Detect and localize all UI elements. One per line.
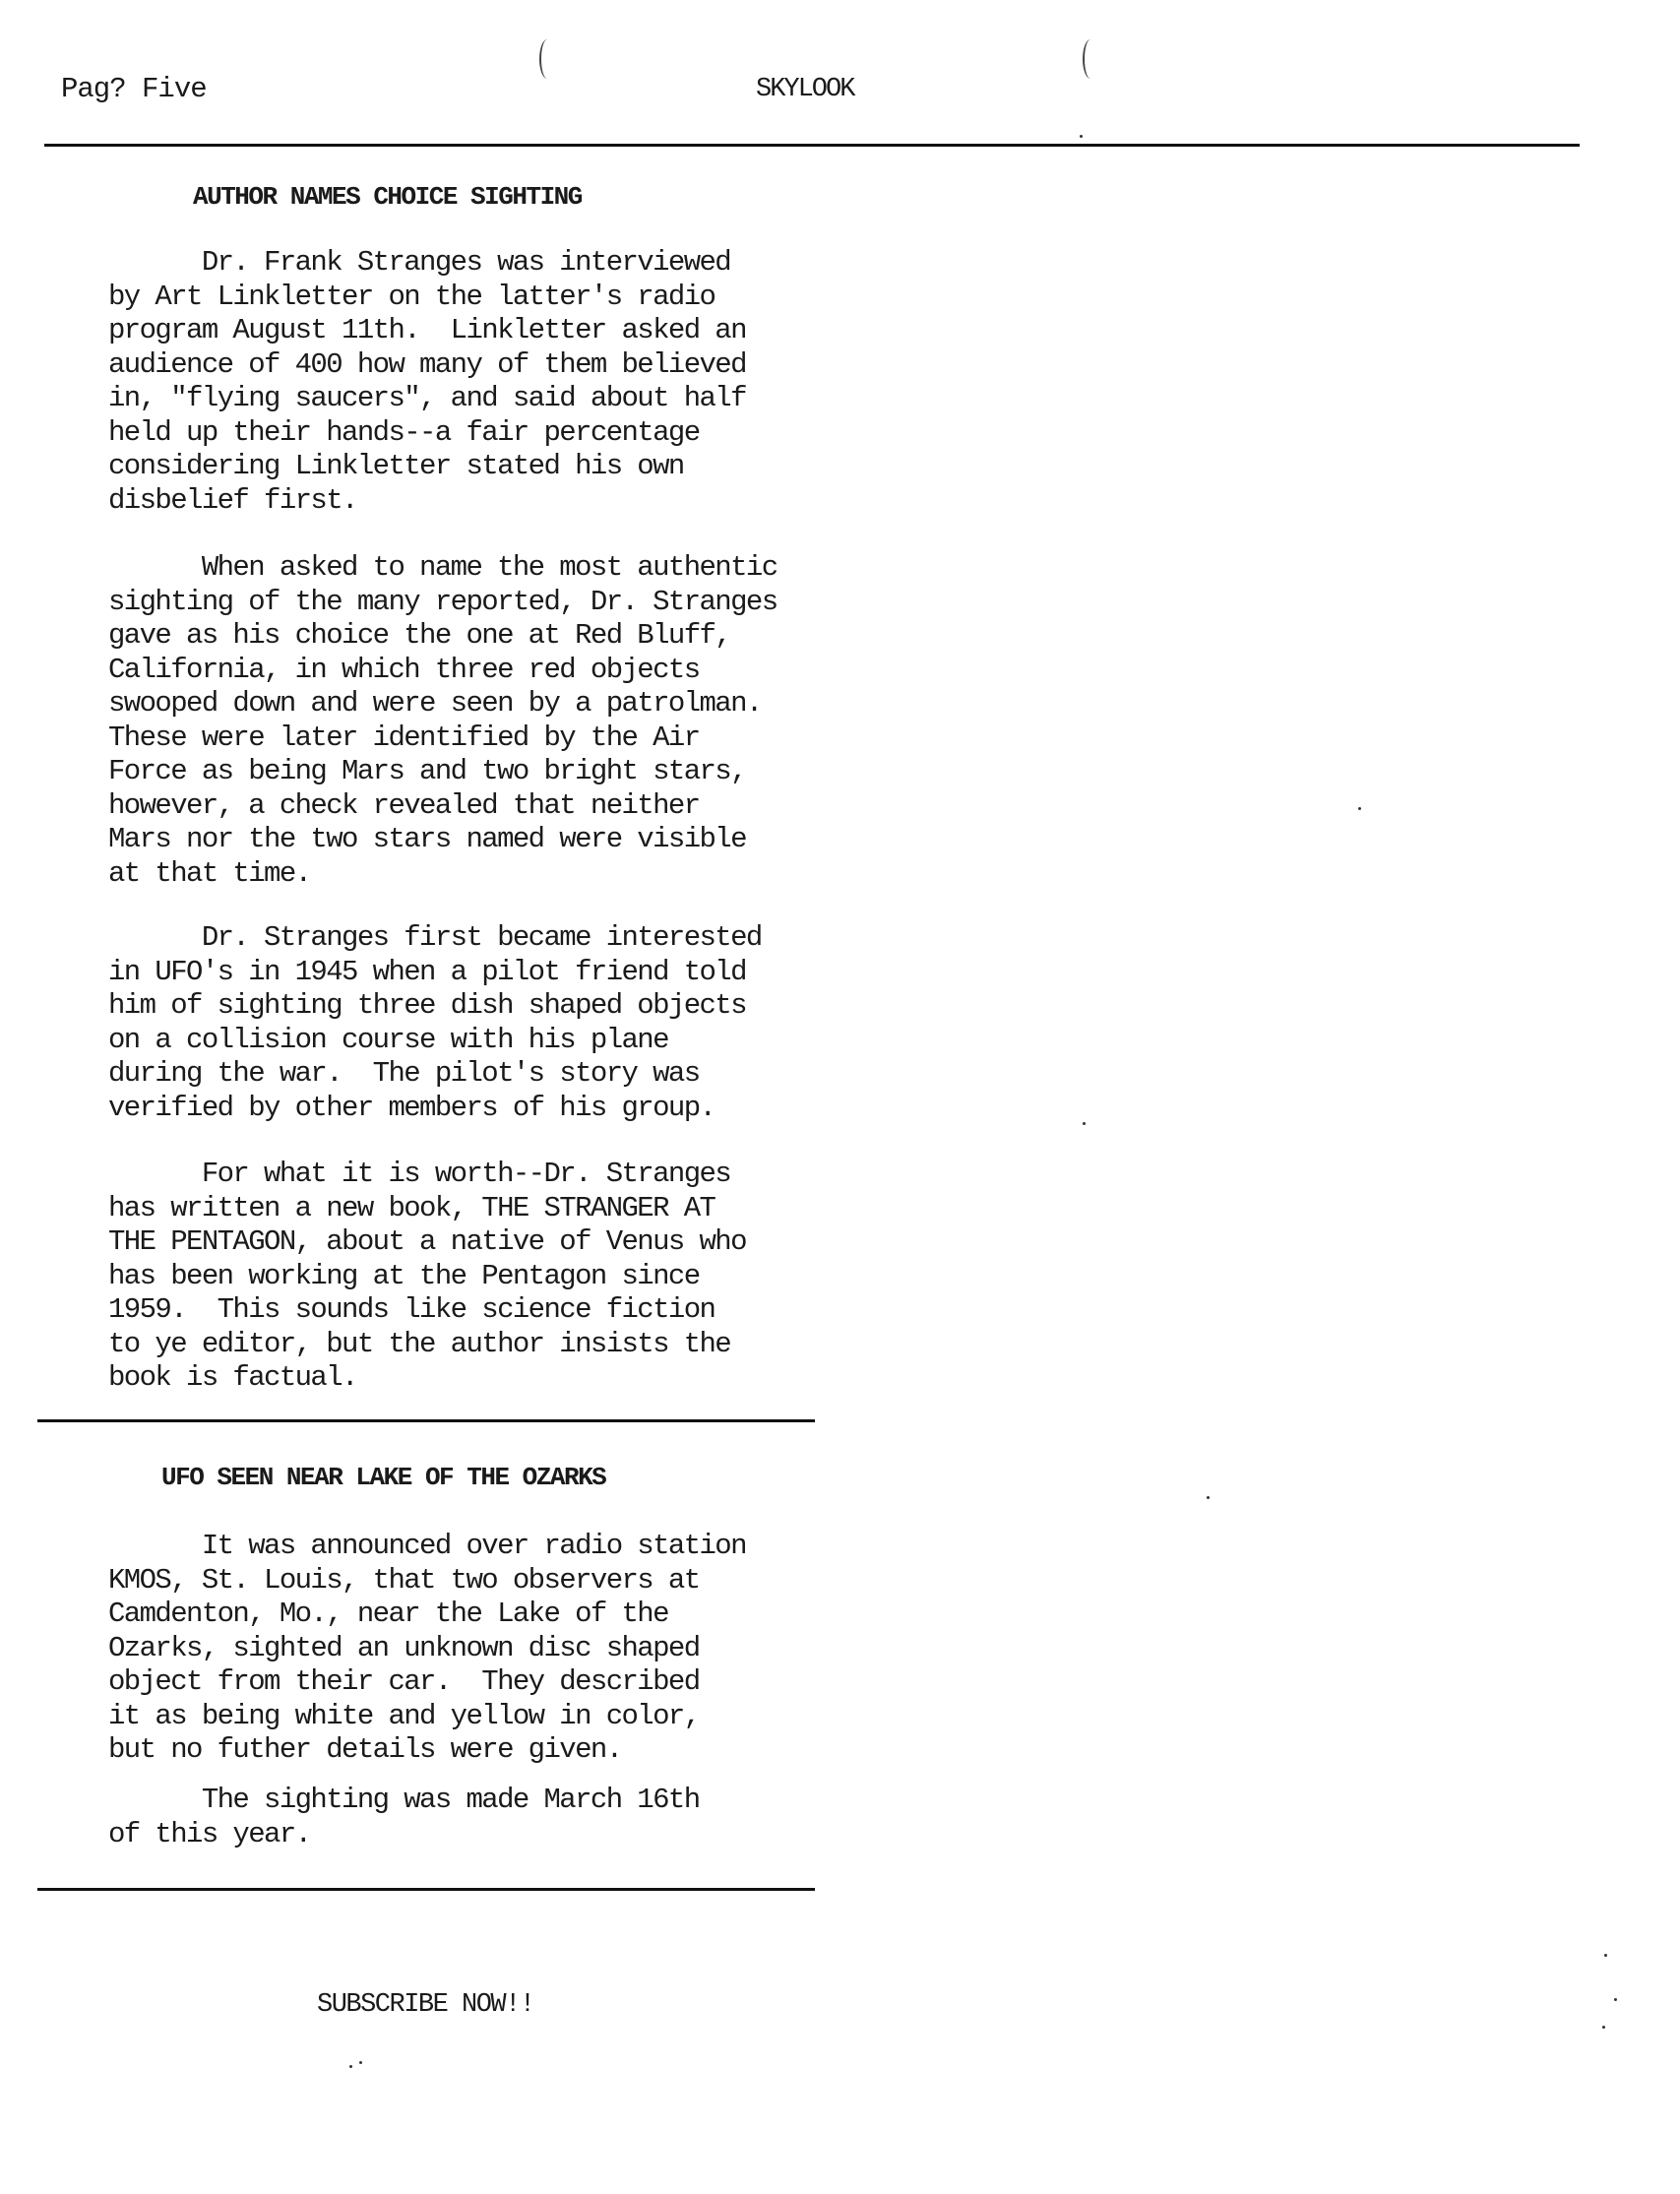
text-line: it as being white and yellow in color, xyxy=(108,1699,700,1732)
publication-title: SKYLOOK xyxy=(756,75,854,104)
text-line: object from their car. They described xyxy=(108,1665,700,1698)
text-line: book is factual. xyxy=(108,1361,357,1394)
subscribe-call-to-action: SUBSCRIBE NOW!! xyxy=(317,1990,534,2020)
text-line: It was announced over radio station xyxy=(108,1530,746,1562)
text-line: For what it is worth--Dr. Stranges xyxy=(108,1158,731,1190)
text-line: Dr. Frank Stranges was interviewed xyxy=(108,246,731,279)
scan-speck xyxy=(1602,2026,1605,2029)
article-paragraph xyxy=(108,1784,700,1851)
header-divider xyxy=(44,144,1580,147)
text-line: Camdenton, Mo., near the Lake of the xyxy=(108,1598,668,1630)
article-paragraph xyxy=(108,1530,746,1768)
scan-speck xyxy=(349,2065,352,2068)
article-paragraph xyxy=(108,551,778,891)
text-line: has written a new book, THE STRANGER AT xyxy=(108,1191,716,1224)
text-line: him of sighting three dish shaped objects xyxy=(108,989,746,1022)
text-line: When asked to name the most authentic xyxy=(108,551,778,584)
text-line: disbelief first. xyxy=(108,483,357,517)
text-line: has been working at the Pentagon since xyxy=(108,1259,700,1292)
scan-speck xyxy=(1614,1998,1617,2001)
text-line: swooped down and were seen by a patrolman. xyxy=(108,687,762,720)
article-paragraph xyxy=(108,246,746,518)
text-line: by Art Linkletter on the latter's radio xyxy=(108,280,716,313)
text-line: These were later identified by the Air xyxy=(108,721,700,754)
text-line: audience of 400 how many of them believed xyxy=(108,347,746,381)
text-line: sighting of the many reported, Dr. Stranges xyxy=(108,585,778,618)
text-line: in UFO's in 1945 when a pilot friend told xyxy=(108,955,746,988)
scan-speck xyxy=(1207,1496,1210,1499)
text-line: Mars nor the two stars named were visible xyxy=(108,823,746,855)
section-divider xyxy=(37,1419,815,1422)
text-line: considering Linkletter stated his own xyxy=(108,450,684,482)
text-line: Ozarks, sighted an unknown disc shaped xyxy=(108,1631,700,1664)
text-line: at that time. xyxy=(108,856,311,890)
scan-speck xyxy=(1604,1954,1607,1957)
text-line: California, in which three red objects xyxy=(108,653,700,686)
article-paragraph xyxy=(108,921,762,1125)
text-line: however, a check revealed that neither xyxy=(108,788,700,822)
scan-speck xyxy=(1080,135,1083,138)
text-line: of this year. xyxy=(108,1817,311,1850)
text-line: program August 11th. Linkletter asked an xyxy=(108,314,746,346)
section-divider xyxy=(37,1888,815,1891)
text-line: held up their hands--a fair percentage xyxy=(108,415,700,449)
scan-artifact-mark xyxy=(539,39,555,79)
text-line: in, "flying saucers", and said about half xyxy=(108,382,746,414)
text-line: KMOS, St. Louis, that two observers at xyxy=(108,1563,700,1597)
text-line: verified by other members of his group. xyxy=(108,1091,716,1124)
scan-speck xyxy=(359,2061,362,2064)
text-line: Dr. Stranges first became interested xyxy=(108,921,762,954)
scan-speck xyxy=(1358,807,1361,810)
text-line: gave as his choice the one at Red Bluff, xyxy=(108,619,731,652)
scan-artifact-mark xyxy=(1083,39,1098,79)
text-line: The sighting was made March 16th xyxy=(108,1784,700,1816)
article-paragraph xyxy=(108,1158,746,1396)
text-line: 1959. This sounds like science fiction xyxy=(108,1293,716,1326)
text-line: but no futher details were given. xyxy=(108,1733,622,1766)
text-line: on a collision course with his plane xyxy=(108,1023,668,1056)
text-line: to ye editor, but the author insists the xyxy=(108,1327,731,1360)
text-line: THE PENTAGON, about a native of Venus who xyxy=(108,1225,746,1258)
scan-speck xyxy=(1083,1122,1086,1125)
page-number-label: Pag? Five xyxy=(61,73,207,105)
text-line: during the war. The pilot's story was xyxy=(108,1057,700,1090)
text-line: Force as being Mars and two bright stars, xyxy=(108,755,746,787)
article-headline: UFO SEEN NEAR LAKE OF THE OZARKS xyxy=(161,1463,606,1492)
article-headline: AUTHOR NAMES CHOICE SIGHTING xyxy=(193,182,582,212)
